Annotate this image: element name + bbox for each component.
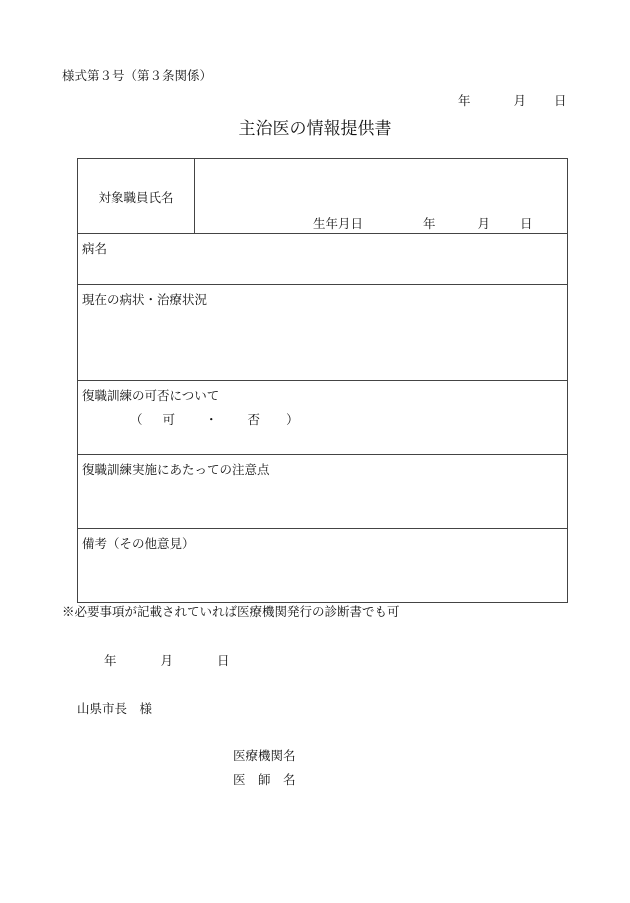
precautions-label: 復職訓練実施にあたっての注意点 — [82, 462, 270, 477]
doctor-label: 医 師 名 — [233, 772, 296, 787]
choice-open-paren: （ — [130, 412, 143, 427]
dob-line — [313, 214, 533, 232]
remarks-field[interactable] — [78, 529, 568, 603]
dob-day: 日 — [520, 216, 533, 231]
institution-label: 医療機関名 — [233, 748, 296, 763]
dob-month: 月 — [477, 216, 491, 231]
choice-close-paren: ） — [286, 412, 299, 427]
form-id: 様式第３号（第３条関係） — [62, 68, 213, 83]
header-date-month: 月 — [513, 93, 527, 108]
disease-label: 病名 — [82, 241, 108, 256]
dob-year: 年 — [423, 216, 436, 231]
employee-name-label: 対象職員氏名 — [98, 190, 174, 205]
page-title: 主治医の情報提供書 — [238, 119, 392, 139]
condition-field[interactable] — [78, 285, 568, 381]
remarks-label: 備考（その他意見） — [82, 536, 195, 551]
training-label: 復職訓練の可否について — [82, 388, 220, 403]
precautions-row — [78, 455, 568, 529]
header-date — [458, 91, 567, 109]
employee-row — [78, 159, 568, 234]
precautions-field[interactable] — [78, 455, 568, 529]
choice-separator: ・ — [205, 412, 218, 427]
training-row — [78, 381, 568, 455]
remarks-row — [78, 529, 568, 603]
header-date-year: 年 — [458, 93, 471, 108]
footer-date-month: 月 — [160, 653, 174, 668]
disease-field[interactable] — [78, 234, 568, 285]
condition-row — [78, 285, 568, 381]
condition-label: 現在の病状・治療状況 — [82, 292, 208, 307]
choice-no[interactable]: 否 — [247, 412, 261, 427]
footer-date-year: 年 — [104, 653, 117, 668]
info-form-table — [77, 158, 568, 603]
training-field[interactable] — [78, 381, 568, 455]
footer-date — [104, 651, 230, 669]
employee-name-label-cell — [78, 159, 195, 234]
footnote: ※必要事項が記載されていれば医療機関発行の診断書でも可 — [62, 604, 400, 619]
addressee: 山県市長 様 — [77, 701, 153, 716]
employee-name-field[interactable] — [195, 159, 568, 234]
dob-label: 生年月日 — [313, 216, 364, 231]
choice-yes[interactable]: 可 — [162, 412, 176, 427]
disease-row — [78, 234, 568, 285]
header-date-day: 日 — [554, 93, 567, 108]
footer-date-day: 日 — [217, 653, 230, 668]
training-choice — [130, 410, 299, 428]
